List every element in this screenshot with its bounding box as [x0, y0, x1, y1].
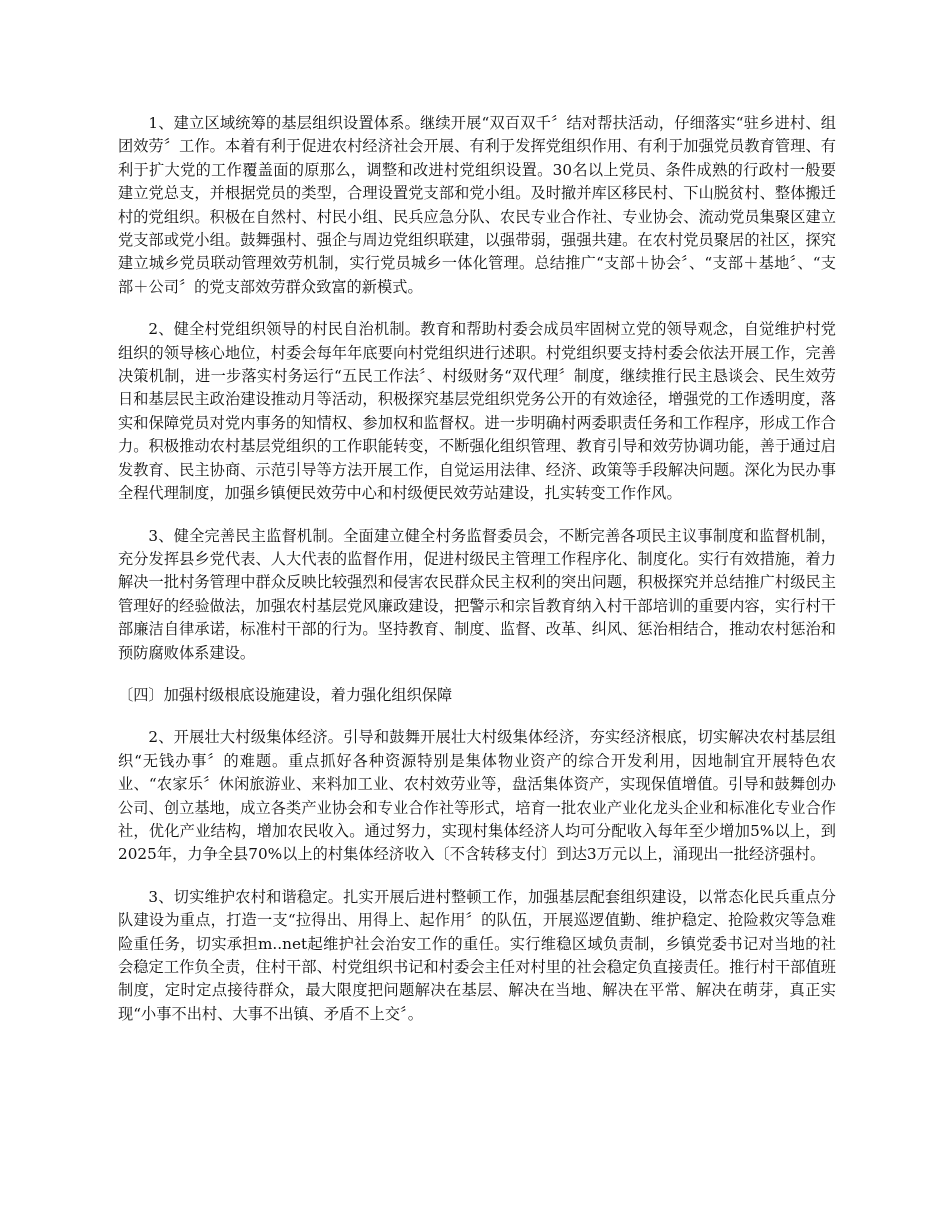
paragraph-rural-stability: 3、切实维护农村和谐稳定。扎实开展后进村整顿工作，加强基层配套组织建设，以常态化民兵重点分队建设为重点，打造一支“拉得出、用得上、起作用〞的队伍，开展巡逻值勤、维护稳定、抢险救灾等急难险重任务，切实承担m..net起维护社会治安工作的重任。实行维稳区域负责制，乡镇党委书记对当地的社会稳定工作负全责，住村干部、村党组织书记和村委会主任对村里的社会稳定负直接责任。推行村干部值班制度，定时定点接待群众，最大限度把问题解决在基层、解决在当地、解决在平常、解决在萌芽，真正实现“小事不出村、大事不出镇、矛盾不上交〞。: [118, 887, 836, 1023]
paragraph-village-organization-setup: 1、建立区域统筹的基层组织设置体系。继续开展“双百双千〞结对帮扶活动，仔细落实“驻乡进村、组团效劳〞工作。本着有利于促进农村经济社会开展、有利于发挥党组织作用、有利于加强党员教育管理、有利于扩大党的工作覆盖面的原那么，调整和改进村党组织设置。30名以上党员、条件成熟的行政村一般要建立党总支，并根据党员的类型，合理设置党支部和党小组。及时撤并库区移民村、下山脱贫村、整体搬迁村的党组织。积极在自然村、村民小组、民兵应急分队、农民专业合作社、专业协会、流动党员集聚区建立党支部或党小组。鼓舞强村、强企与周边党组织联建，以强带弱，强强共建。在农村党员聚居的社区，探究建立城乡党员联动管理效劳机制，实行党员城乡一体化管理。总结推广“支部＋协会〞、“支部＋基地〞、“支部＋公司〞的党支部效劳群众致富的新模式。: [118, 114, 836, 296]
paragraph-democratic-supervision: 3、健全完善民主监督机制。全面建立健全村务监督委员会，不断完善各项民主议事制度和监督机制，充分发挥县乡党代表、人大代表的监督作用，促进村级民主管理工作程序化、制度化。实行有效措施，着力解决一批村务管理中群众反映比较强烈和侵害农民群众民主权利的突出问题，积极探究并总结推广村级民主管理好的经验做法，加强农村基层党风廉政建设，把警示和宗旨教育纳入村干部培训的重要内容，实行村干部廉洁自律承诺，标准村干部的行为。坚持教育、制度、监督、改革、纠风、惩治相结合，推动农村惩治和预防腐败体系建设。: [118, 526, 836, 662]
paragraph-village-self-governance: 2、健全村党组织领导的村民自治机制。教育和帮助村委会成员牢固树立党的领导观念，自觉维护村党组织的领导核心地位，村委会每年年底要向村党组织进行述职。村党组织要支持村委会依法开展工作，完善决策机制，进一步落实村务运行“五民工作法〞、村级财务“双代理〞制度，继续推行民主恳谈会、民生效劳日和基层民主政治建设推动月等活动，积极探究基层党组织党务公开的有效途径，增强党的工作透明度，落实和保障党员对党内事务的知情权、参加权和监督权。进一步明确村两委职责任务和工作程序，形成工作合力。积极推动农村基层党组织的工作职能转变，不断强化组织管理、教育引导和效劳协调功能，善于通过启发教育、民主协商、示范引导等方法开展工作，自觉运用法律、经济、政策等手段解决问题。深化为民办事全程代理制度，加强乡镇便民效劳中心和村级便民效劳站建设，扎实转变工作作风。: [118, 320, 836, 503]
section-heading-infrastructure: 〔四〕加强村级根底设施建设，着力强化组织保障: [118, 685, 453, 704]
paragraph-collective-economy: 2、开展壮大村级集体经济。引导和鼓舞开展壮大村级集体经济，夯实经济根底，切实解决农村基层组织“无钱办事〞的难题。重点抓好各种资源特别是集体物业资产的综合开发利用，因地制宜开展特色农业、“农家乐〞休闲旅游业、来料加工业、农村效劳业等，盘活集体资产，实现保值增值。引导和鼓舞创办公司、创立基地，成立各类产业协会和专业合作社等形式，培育一批农业产业化龙头企业和标准化专业合作社，优化产业结构，增加农民收入。通过努力，实现村集体经济人均可分配收入每年至少增加5%以上，到2025年，力争全县70%以上的村集体经济收入〔不含转移支付〕到达3万元以上，涌现出一批经济强村。: [118, 728, 836, 864]
document-body: [118, 112, 836, 1045]
